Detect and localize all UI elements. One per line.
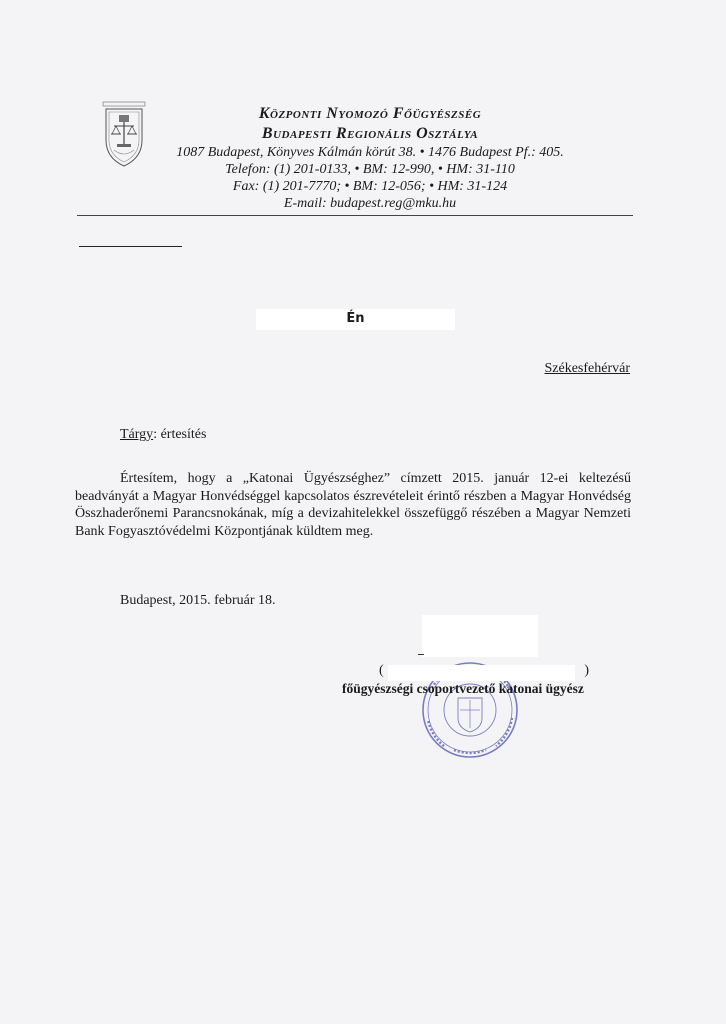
- signature-mark: [418, 654, 424, 655]
- email-line: E-mail: budapest.reg@mku.hu: [283, 196, 457, 211]
- header-divider: [77, 215, 633, 216]
- recipient-name: Én: [346, 311, 365, 326]
- body-paragraph-text: Értesítem, hogy a „Katonai Ügyészséghez” címzett 2015. január 12-ei keltezésű beadványát a Magyar Honvédséggel kapcsolatos észrevételeit érintő részben a Magyar Honvédség Összhaderőnemi Parancsnokának, míg a devizahitelekkel összefüggő részében a Magyar Nemzeti Bank Fogyasztóvédelmi Központjának küldtem meg.: [75, 471, 631, 539]
- name-redaction-box: [388, 665, 575, 681]
- signatory-title: főügyészségi csoportvezető katonai ügyész: [342, 681, 584, 696]
- subject-label: Tárgy: [120, 427, 154, 442]
- fax-line: Fax: (1) 201-7770; • BM: 12-056; • HM: 31-124: [232, 179, 508, 194]
- dept-name: Budapesti Regionális Osztálya: [261, 125, 479, 142]
- reference-number-line: [79, 246, 182, 247]
- signature-redaction-box: [422, 615, 538, 657]
- subject-line: [120, 427, 206, 443]
- subject-separator: :: [153, 427, 161, 442]
- recipient-city: Székesfehérvár: [544, 361, 630, 376]
- paren-open: (: [379, 663, 384, 678]
- phone-line: Telefon: (1) 201-0133, • BM: 12-990, • HM: 31-110: [225, 162, 515, 177]
- paren-close: ): [584, 663, 589, 678]
- org-name: Központi Nyomozó Főügyészség: [258, 105, 482, 122]
- letterhead: [110, 104, 630, 212]
- address-line: 1087 Budapest, Könyves Kálmán körút 38. • 1476 Budapest Pf.: 405.: [176, 145, 564, 160]
- subject-text: értesítés: [160, 427, 207, 442]
- body-paragraph: [75, 470, 631, 540]
- place-and-date: Budapest, 2015. február 18.: [120, 593, 276, 608]
